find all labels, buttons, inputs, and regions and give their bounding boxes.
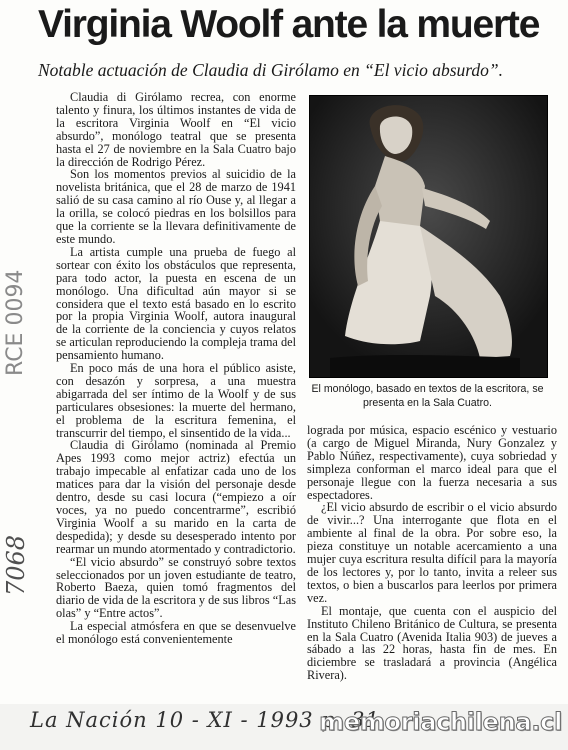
subheadline: Notable actuación de Claudia di Girólamo en “El vicio absurdo”.: [38, 60, 504, 80]
paragraph: ¿El vicio absurdo de escribir o el vicio absurdo de vivir...? Una interrogante que flota en el ambiente al final de la obra. Por sobre eso, la pieza constituye un notable acercamiento a una mujer cuya escritura resulta difícil para la mayoría de los lectores y, por lo tanto, invita a releer sus textos, o bien a buscarlos para leerlos por primera vez.: [307, 500, 557, 605]
margin-stamp-text: RCE 0094: [3, 269, 28, 376]
paragraph: El montaje, que cuenta con el auspicio del Instituto Chileno Británico de Cultura, se presenta en la Sala Cuatro (Avenida Italia 903) de jueves a sábado a las 22 horas, hasta fin de mes. En diciembre se trasladará a provincia (Angélica Rivera).: [307, 603, 557, 683]
actress-photo: [309, 95, 548, 378]
paragraph: La artista cumple una prueba de fuego al sortear con éxito los obstáculos que representa, para todo actor, la puesta en escena de un monólogo. Una dificultad aún mayor si se considera que el texto está basado en lo escrito por la propia Virginia Woolf, autora inaugural de la corriente de la conciencia y cuyos relatos se articulan reproduciendo la compleja trama del pensamiento humano.: [56, 244, 296, 363]
headline: Virginia Woolf ante la muerte: [38, 3, 540, 46]
article-column-left: [56, 91, 296, 646]
paragraph: Claudia di Girólamo (nominada al Premio Apes 1993 como mejor actriz) efectúa un trabajo impecable al enfatizar cada uno de los matices para dar la visión del personaje desde dentro, desde su casi locura (“empiezo a oír voces, ya no puedo concentrarme”, escribió Virginia Woolf a su marido en la carta de despedida); y desde su desesperado intento por rearmar un mundo atormentado y contradictorio.: [56, 438, 296, 556]
margin-number: [2, 520, 30, 600]
margin-number-text: 7068: [2, 534, 30, 596]
paragraph: lograda por música, espacio escénico y vestuario (a cargo de Miguel Miranda, Nury Gonzalez y Pablo Núñez, respectivamente), cuya sobriedad y simpleza conforman el marco ideal para que el personaje llegue con la fuerza necesaria a sus espectadores.: [307, 423, 557, 502]
paragraph: En poco más de una hora el público asiste, con desazón y sorpresa, a una muestra abigarrada del ser íntimo de la Woolf y de sus particulares obsesiones: la muerte del hermano, el problema de la escritura femenina, el transcurrir del tiempo, el sinsentido de la vida...: [56, 361, 296, 440]
article-column-right: [307, 424, 557, 682]
paragraph: Claudia di Girólamo recrea, con enorme talento y finura, los últimos instantes de vida de la escritora Virginia Woolf en “El vicio absurdo”, monólogo teatral que se presenta hasta el 27 de noviembre en la Sala Cuatro bajo la dirección de Rodrigo Pérez.: [56, 90, 296, 169]
handwritten-footer: La Nación 10 - XI - 1993 p. 31: [30, 708, 380, 732]
photo-caption: El monólogo, basado en textos de la escritora, se presenta en la Sala Cuatro.: [311, 383, 544, 409]
paragraph: Son los momentos previos al suicidio de la novelista británica, que el 28 de marzo de 1941 salió de su casa camino al río Ouse y, al llegar a la orilla, se colocó piedras en los bolsillos para que la corriente se la llevara definitivamente de este mundo.: [56, 167, 296, 246]
paragraph: La especial atmósfera en que se desenvuelve el monólogo está convenientemente: [56, 619, 296, 647]
margin-stamp: [0, 140, 30, 380]
paragraph: “El vicio absurdo” se construyó sobre textos seleccionados por un joven estudiante de teatro, Roberto Baeza, quien tomó fragmentos del diario de vida de la escritora y de sus libros “Las olas” y “Entre actos”.: [56, 554, 296, 621]
watermark: memoriachilena.cl: [319, 708, 562, 736]
